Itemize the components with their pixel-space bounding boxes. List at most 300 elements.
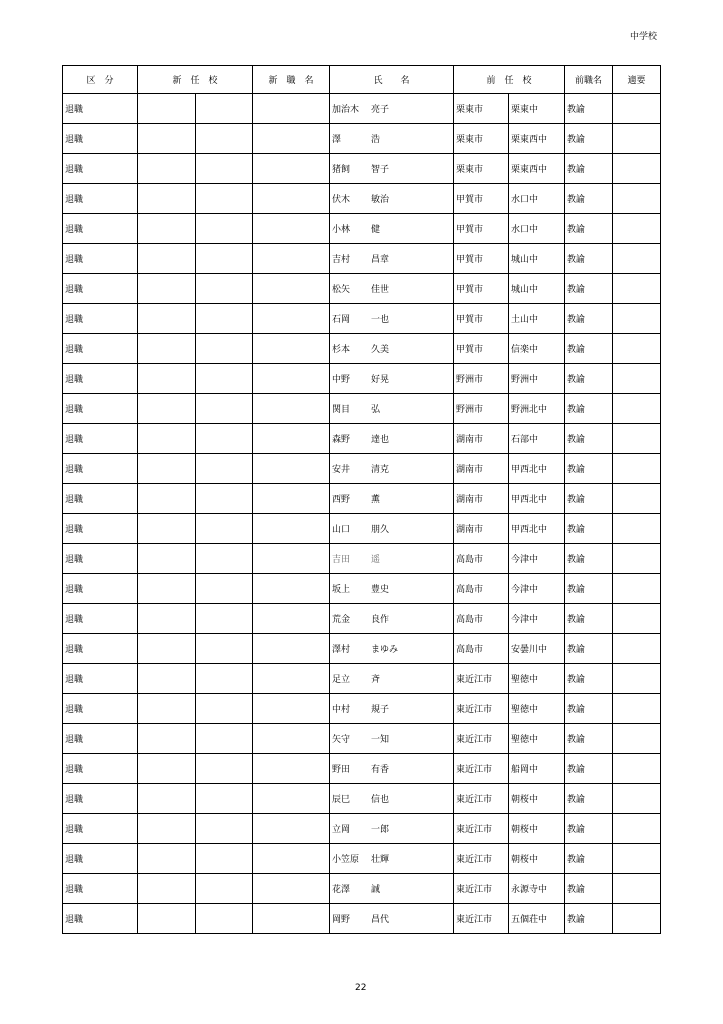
cell-remarks <box>613 754 661 784</box>
cell-new-school-a <box>138 244 196 274</box>
cell-name <box>330 124 454 154</box>
cell-name <box>330 394 454 424</box>
cell-prev-position: 教諭 <box>565 514 613 544</box>
cell-prev-school: 聖徳中 <box>509 724 565 754</box>
cell-new-position <box>253 424 330 454</box>
header-prev-school: 前 任 校 <box>454 66 565 94</box>
cell-prev-position: 教諭 <box>565 754 613 784</box>
cell-prev-school: 水口中 <box>509 184 565 214</box>
cell-new-school-a <box>138 544 196 574</box>
cell-prev-school: 栗東西中 <box>509 124 565 154</box>
surname: 澤村 <box>332 645 351 655</box>
cell-new-school-b <box>196 514 253 544</box>
cell-prev-position: 教諭 <box>565 214 613 244</box>
cell-new-school-a <box>138 154 196 184</box>
cell-new-position <box>253 124 330 154</box>
cell-remarks <box>613 154 661 184</box>
cell-prev-school: 今津中 <box>509 544 565 574</box>
cell-new-school-a <box>138 274 196 304</box>
table-row <box>63 244 661 274</box>
cell-new-school-b <box>196 844 253 874</box>
cell-prev-position: 教諭 <box>565 94 613 124</box>
cell-prev-position: 教諭 <box>565 664 613 694</box>
cell-prev-position: 教諭 <box>565 604 613 634</box>
surname: 中野 <box>332 375 351 385</box>
cell-remarks <box>613 454 661 484</box>
table-row <box>63 214 661 244</box>
cell-new-school-b <box>196 364 253 394</box>
given-name: 浩 <box>371 135 381 145</box>
surname: 足立 <box>332 675 351 685</box>
cell-kubun: 退職 <box>63 154 138 184</box>
cell-kubun: 退職 <box>63 874 138 904</box>
cell-new-school-b <box>196 244 253 274</box>
table-row <box>63 304 661 334</box>
surname: 小笠原 <box>332 855 360 865</box>
table-header-row <box>63 66 661 94</box>
cell-prev-city: 甲賀市 <box>454 334 509 364</box>
cell-new-position <box>253 724 330 754</box>
given-name: 久美 <box>371 345 390 355</box>
cell-prev-city: 東近江市 <box>454 874 509 904</box>
table-row <box>63 904 661 934</box>
cell-new-school-a <box>138 664 196 694</box>
cell-name <box>330 784 454 814</box>
cell-remarks <box>613 814 661 844</box>
cell-prev-position: 教諭 <box>565 364 613 394</box>
surname: 中村 <box>332 705 351 715</box>
given-name: 薫 <box>371 495 381 505</box>
cell-prev-city: 東近江市 <box>454 664 509 694</box>
table-row <box>63 574 661 604</box>
cell-new-school-b <box>196 604 253 634</box>
cell-new-school-b <box>196 184 253 214</box>
given-name: 朋久 <box>371 525 390 535</box>
cell-prev-city: 東近江市 <box>454 694 509 724</box>
surname: 石岡 <box>332 315 351 325</box>
cell-prev-school: 野洲中 <box>509 364 565 394</box>
surname: 杉本 <box>332 345 351 355</box>
cell-new-position <box>253 304 330 334</box>
header-remarks: 適要 <box>613 66 661 94</box>
surname: 吉田 <box>332 555 351 565</box>
cell-kubun: 退職 <box>63 574 138 604</box>
table-row <box>63 814 661 844</box>
given-name: 智子 <box>371 165 390 175</box>
cell-new-school-b <box>196 214 253 244</box>
given-name: まゆみ <box>371 645 399 655</box>
cell-prev-city: 野洲市 <box>454 364 509 394</box>
cell-kubun: 退職 <box>63 334 138 364</box>
cell-kubun: 退職 <box>63 604 138 634</box>
cell-prev-school: 城山中 <box>509 274 565 304</box>
cell-prev-position: 教諭 <box>565 694 613 724</box>
given-name: 敏治 <box>371 195 390 205</box>
cell-prev-position: 教諭 <box>565 904 613 934</box>
cell-new-school-a <box>138 514 196 544</box>
given-name: 斉 <box>371 675 381 685</box>
surname: 立岡 <box>332 825 351 835</box>
cell-new-school-a <box>138 484 196 514</box>
cell-prev-position: 教諭 <box>565 394 613 424</box>
cell-prev-city: 湖南市 <box>454 454 509 484</box>
cell-new-position <box>253 574 330 604</box>
table-row <box>63 784 661 814</box>
cell-prev-city: 東近江市 <box>454 754 509 784</box>
cell-kubun: 退職 <box>63 244 138 274</box>
cell-prev-school: 水口中 <box>509 214 565 244</box>
header-new-school: 新 任 校 <box>138 66 253 94</box>
cell-prev-city: 野洲市 <box>454 394 509 424</box>
table-row <box>63 664 661 694</box>
cell-kubun: 退職 <box>63 694 138 724</box>
header-prev-position: 前職名 <box>565 66 613 94</box>
given-name: 壮輝 <box>371 855 390 865</box>
cell-remarks <box>613 544 661 574</box>
surname: 小林 <box>332 225 351 235</box>
cell-new-position <box>253 394 330 424</box>
cell-kubun: 退職 <box>63 274 138 304</box>
cell-new-school-b <box>196 814 253 844</box>
table-row <box>63 514 661 544</box>
cell-new-school-a <box>138 724 196 754</box>
cell-new-school-b <box>196 124 253 154</box>
cell-new-position <box>253 784 330 814</box>
cell-kubun: 退職 <box>63 424 138 454</box>
cell-new-school-a <box>138 754 196 784</box>
given-name: 一也 <box>371 315 390 325</box>
cell-new-school-a <box>138 874 196 904</box>
cell-prev-city: 湖南市 <box>454 514 509 544</box>
surname: 森野 <box>332 435 351 445</box>
cell-new-school-a <box>138 814 196 844</box>
cell-name <box>330 544 454 574</box>
cell-remarks <box>613 694 661 724</box>
cell-new-school-b <box>196 574 253 604</box>
cell-kubun: 退職 <box>63 724 138 754</box>
cell-kubun: 退職 <box>63 304 138 334</box>
cell-new-school-b <box>196 304 253 334</box>
cell-new-school-b <box>196 394 253 424</box>
cell-prev-position: 教諭 <box>565 544 613 574</box>
cell-remarks <box>613 274 661 304</box>
table-row <box>63 844 661 874</box>
cell-prev-school: 今津中 <box>509 604 565 634</box>
cell-new-school-a <box>138 364 196 394</box>
cell-new-school-a <box>138 94 196 124</box>
table-row <box>63 874 661 904</box>
cell-prev-school: 聖徳中 <box>509 664 565 694</box>
cell-new-school-b <box>196 754 253 784</box>
cell-new-position <box>253 184 330 214</box>
cell-name <box>330 634 454 664</box>
surname: 辰巳 <box>332 795 351 805</box>
cell-kubun: 退職 <box>63 664 138 694</box>
cell-prev-city: 東近江市 <box>454 904 509 934</box>
cell-remarks <box>613 394 661 424</box>
cell-name <box>330 904 454 934</box>
cell-prev-city: 甲賀市 <box>454 274 509 304</box>
cell-name <box>330 604 454 634</box>
personnel-table <box>62 65 661 934</box>
cell-prev-city: 高島市 <box>454 544 509 574</box>
cell-new-school-b <box>196 724 253 754</box>
surname: 矢守 <box>332 735 351 745</box>
cell-name <box>330 424 454 454</box>
cell-name <box>330 574 454 604</box>
cell-prev-school: 五個荘中 <box>509 904 565 934</box>
cell-prev-school: 船岡中 <box>509 754 565 784</box>
cell-remarks <box>613 184 661 214</box>
cell-new-school-b <box>196 784 253 814</box>
cell-name <box>330 94 454 124</box>
cell-kubun: 退職 <box>63 184 138 214</box>
cell-new-position <box>253 484 330 514</box>
table-row <box>63 364 661 394</box>
cell-new-school-b <box>196 94 253 124</box>
cell-new-school-b <box>196 544 253 574</box>
given-name: 昌代 <box>371 915 390 925</box>
cell-new-position <box>253 94 330 124</box>
cell-prev-city: 高島市 <box>454 634 509 664</box>
cell-new-position <box>253 514 330 544</box>
cell-prev-school: 信楽中 <box>509 334 565 364</box>
given-name: 信也 <box>371 795 390 805</box>
cell-kubun: 退職 <box>63 784 138 814</box>
given-name: 健 <box>371 225 381 235</box>
table-row <box>63 454 661 484</box>
table-row <box>63 754 661 784</box>
cell-prev-position: 教諭 <box>565 454 613 484</box>
given-name: 有香 <box>371 765 390 775</box>
given-name: 良作 <box>371 615 390 625</box>
cell-remarks <box>613 844 661 874</box>
cell-new-position <box>253 604 330 634</box>
cell-prev-school: 栗東西中 <box>509 154 565 184</box>
cell-prev-city: 甲賀市 <box>454 244 509 274</box>
given-name: 一知 <box>371 735 390 745</box>
cell-prev-position: 教諭 <box>565 874 613 904</box>
table-row <box>63 634 661 664</box>
cell-prev-position: 教諭 <box>565 334 613 364</box>
cell-new-school-b <box>196 484 253 514</box>
table-row <box>63 274 661 304</box>
cell-prev-school: 栗東中 <box>509 94 565 124</box>
surname: 岡野 <box>332 915 351 925</box>
cell-new-school-b <box>196 694 253 724</box>
cell-new-school-a <box>138 214 196 244</box>
cell-prev-city: 甲賀市 <box>454 184 509 214</box>
cell-remarks <box>613 574 661 604</box>
cell-name <box>330 304 454 334</box>
cell-prev-school: 石部中 <box>509 424 565 454</box>
table-row <box>63 94 661 124</box>
cell-prev-city: 高島市 <box>454 574 509 604</box>
cell-new-position <box>253 904 330 934</box>
given-name: 佳世 <box>371 285 390 295</box>
cell-prev-position: 教諭 <box>565 844 613 874</box>
cell-kubun: 退職 <box>63 484 138 514</box>
cell-name <box>330 694 454 724</box>
table-row <box>63 484 661 514</box>
cell-name <box>330 244 454 274</box>
cell-new-school-b <box>196 274 253 304</box>
cell-kubun: 退職 <box>63 544 138 574</box>
cell-new-position <box>253 664 330 694</box>
cell-prev-position: 教諭 <box>565 634 613 664</box>
cell-new-school-a <box>138 574 196 604</box>
page-number: 22 <box>355 983 367 993</box>
surname: 安井 <box>332 465 351 475</box>
cell-prev-city: 東近江市 <box>454 784 509 814</box>
table-row <box>63 604 661 634</box>
cell-remarks <box>613 724 661 754</box>
surname: 伏木 <box>332 195 351 205</box>
cell-new-position <box>253 814 330 844</box>
cell-prev-school: 今津中 <box>509 574 565 604</box>
cell-new-position <box>253 274 330 304</box>
surname: 猪飼 <box>332 165 351 175</box>
table-row <box>63 694 661 724</box>
cell-name <box>330 814 454 844</box>
cell-prev-position: 教諭 <box>565 274 613 304</box>
cell-kubun: 退職 <box>63 124 138 154</box>
given-name: 規子 <box>371 705 390 715</box>
cell-prev-position: 教諭 <box>565 424 613 454</box>
cell-new-school-a <box>138 634 196 664</box>
cell-new-position <box>253 694 330 724</box>
cell-remarks <box>613 484 661 514</box>
cell-remarks <box>613 244 661 274</box>
cell-name <box>330 454 454 484</box>
cell-kubun: 退職 <box>63 94 138 124</box>
cell-remarks <box>613 784 661 814</box>
cell-prev-position: 教諭 <box>565 184 613 214</box>
cell-remarks <box>613 874 661 904</box>
surname: 西野 <box>332 495 351 505</box>
surname: 花澤 <box>332 885 351 895</box>
cell-prev-position: 教諭 <box>565 724 613 754</box>
cell-remarks <box>613 334 661 364</box>
cell-name <box>330 844 454 874</box>
cell-prev-school: 甲西北中 <box>509 454 565 484</box>
cell-prev-position: 教諭 <box>565 814 613 844</box>
given-name: 昌章 <box>371 255 390 265</box>
cell-prev-position: 教諭 <box>565 244 613 274</box>
cell-prev-school: 朝桜中 <box>509 844 565 874</box>
cell-remarks <box>613 214 661 244</box>
cell-prev-city: 東近江市 <box>454 814 509 844</box>
cell-prev-city: 甲賀市 <box>454 304 509 334</box>
given-name: 一郎 <box>371 825 390 835</box>
cell-prev-city: 湖南市 <box>454 424 509 454</box>
cell-prev-city: 東近江市 <box>454 844 509 874</box>
cell-kubun: 退職 <box>63 904 138 934</box>
cell-name <box>330 874 454 904</box>
surname: 澤 <box>332 135 342 145</box>
cell-new-school-b <box>196 634 253 664</box>
cell-new-school-b <box>196 904 253 934</box>
cell-prev-city: 甲賀市 <box>454 214 509 244</box>
cell-remarks <box>613 124 661 154</box>
cell-name <box>330 484 454 514</box>
cell-new-school-b <box>196 454 253 484</box>
cell-new-school-a <box>138 454 196 484</box>
cell-prev-city: 栗東市 <box>454 154 509 184</box>
cell-new-school-a <box>138 394 196 424</box>
cell-name <box>330 334 454 364</box>
cell-prev-school: 朝桜中 <box>509 784 565 814</box>
cell-remarks <box>613 424 661 454</box>
cell-name <box>330 364 454 394</box>
cell-new-position <box>253 754 330 784</box>
cell-prev-position: 教諭 <box>565 154 613 184</box>
surname: 松矢 <box>332 285 351 295</box>
cell-new-school-a <box>138 124 196 154</box>
cell-new-school-a <box>138 184 196 214</box>
cell-kubun: 退職 <box>63 214 138 244</box>
surname: 野田 <box>332 765 351 775</box>
given-name: 弘 <box>371 405 381 415</box>
cell-prev-city: 栗東市 <box>454 94 509 124</box>
cell-kubun: 退職 <box>63 814 138 844</box>
cell-new-school-a <box>138 304 196 334</box>
cell-name <box>330 724 454 754</box>
cell-prev-position: 教諭 <box>565 784 613 814</box>
given-name: 好晃 <box>371 375 390 385</box>
cell-prev-school: 甲西北中 <box>509 514 565 544</box>
header-name: 氏 名 <box>330 66 454 94</box>
cell-remarks <box>613 664 661 694</box>
table-row <box>63 394 661 424</box>
cell-prev-school: 永源寺中 <box>509 874 565 904</box>
cell-new-school-a <box>138 424 196 454</box>
cell-new-school-b <box>196 874 253 904</box>
cell-new-position <box>253 334 330 364</box>
cell-new-position <box>253 244 330 274</box>
cell-remarks <box>613 904 661 934</box>
cell-new-position <box>253 154 330 184</box>
cell-name <box>330 664 454 694</box>
surname: 加治木 <box>332 105 360 115</box>
given-name: 遥 <box>371 555 381 565</box>
cell-new-position <box>253 844 330 874</box>
table-row <box>63 124 661 154</box>
cell-remarks <box>613 304 661 334</box>
cell-new-school-b <box>196 424 253 454</box>
cell-new-position <box>253 364 330 394</box>
cell-prev-city: 東近江市 <box>454 724 509 754</box>
cell-prev-school: 土山中 <box>509 304 565 334</box>
cell-new-school-a <box>138 604 196 634</box>
surname: 吉村 <box>332 255 351 265</box>
cell-prev-school: 安曇川中 <box>509 634 565 664</box>
table-row <box>63 724 661 754</box>
cell-remarks <box>613 94 661 124</box>
cell-new-school-b <box>196 664 253 694</box>
cell-prev-position: 教諭 <box>565 124 613 154</box>
cell-name <box>330 214 454 244</box>
cell-kubun: 退職 <box>63 844 138 874</box>
cell-prev-city: 高島市 <box>454 604 509 634</box>
cell-prev-school: 聖徳中 <box>509 694 565 724</box>
given-name: 亮子 <box>371 105 390 115</box>
table-row <box>63 424 661 454</box>
cell-remarks <box>613 634 661 664</box>
surname: 関目 <box>332 405 351 415</box>
cell-prev-city: 栗東市 <box>454 124 509 154</box>
cell-new-position <box>253 544 330 574</box>
